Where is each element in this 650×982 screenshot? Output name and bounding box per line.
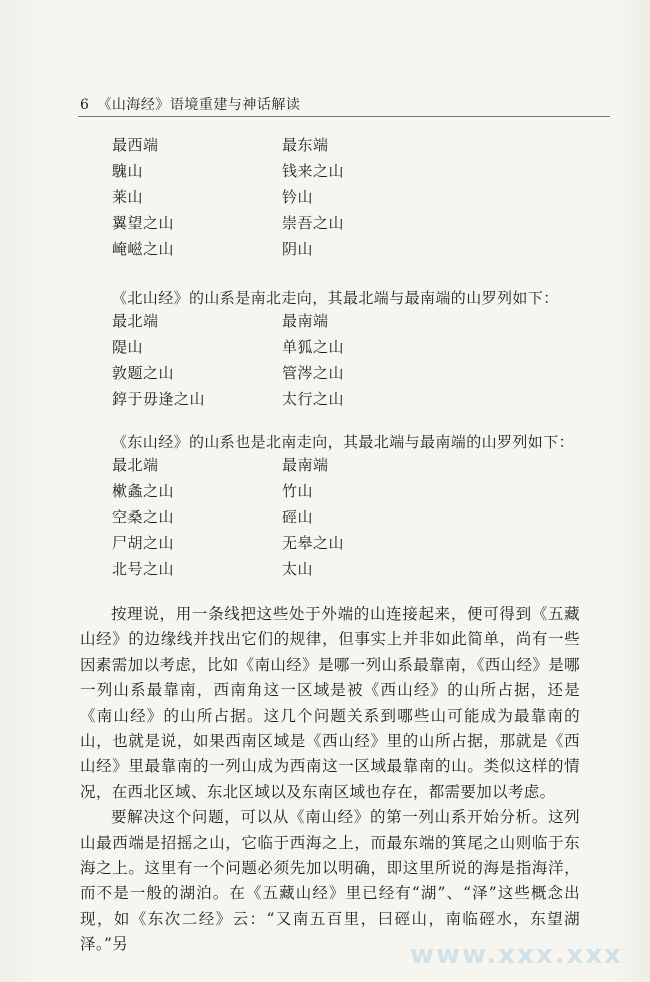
west-mountains-table: [112, 132, 592, 262]
east-intro: 《东山经》的山系也是北南走向，其最北端与最南端的山罗列如下：: [112, 433, 575, 451]
west-mountains-section: [112, 132, 592, 262]
mountain-name: 无皋之山: [282, 534, 345, 552]
mountain-name: 崦嵫之山: [112, 240, 175, 258]
mountain-name: 阴山: [282, 240, 314, 258]
mountain-name: 崇吾之山: [282, 214, 345, 232]
mountain-name: 翼望之山: [112, 214, 175, 232]
column-header: 最北端: [112, 312, 159, 330]
mountain-name: 騩山: [112, 162, 144, 180]
running-header: [80, 94, 610, 114]
east-mountains-table: [112, 452, 592, 582]
column-header: 最西端: [112, 136, 159, 154]
mountain-name: 樕螽之山: [112, 482, 175, 500]
north-mountains-section: [112, 308, 592, 412]
paragraph: 按理说，用一条线把这些处于外端的山连接起来，便可得到《五藏山经》的边缘线并找出它们的规律，但事实上并非如此简单，尚有一些因素需加以考虑，比如《南山经》是哪一列山系最靠南，《西山经》是哪一列山系最靠南，西南角这一区域是被《西山经》的山所占据，还是《南山经》的山所占据。这几个问题关系到哪些山可能成为最靠南的山，也就是说，如果西南区域是《西山经》里的山所占据，那就是《西山经》里最靠南的一列山成为西南这一区域最靠南的山。类似这样的情况，在西北区域、东北区域以及东南区域也存在，都需要加以考虑。: [80, 605, 580, 801]
column-header: 最东端: [282, 136, 329, 154]
column-header: 最南端: [282, 456, 329, 474]
north-intro: 《北山经》的山系是南北走向，其最北端与最南端的山罗列如下：: [112, 289, 559, 307]
paragraph: 要解决这个问题，可以从《南山经》的第一列山系开始分析。这列山最西端是招摇之山，它临于西海之上，而最东端的箕尾之山则临于东海之上。这里有一个问题必须先加以明确，即这里所说的海是指海洋，而不是一般的湖泊。在《五藏山经》里已经有“湖”、“泽”这些概念出现，如《东次二经》云：“又南五百里，曰硜山，南临硜水，东望湖泽。”另: [80, 808, 580, 954]
mountain-name: 钱来之山: [282, 162, 345, 180]
page-number: 6: [80, 97, 90, 113]
north-mountains-table: [112, 308, 592, 412]
mountain-name: 管涔之山: [282, 364, 345, 382]
mountain-name: 北号之山: [112, 560, 175, 578]
book-title: 《山海经》语境重建与神话解读: [97, 97, 301, 113]
mountain-name: 空桑之山: [112, 508, 175, 526]
column-header: 最南端: [282, 312, 329, 330]
mountain-name: 钤山: [282, 188, 314, 206]
mountain-name: 竹山: [282, 482, 314, 500]
east-mountains-section: [112, 452, 592, 582]
mountain-name: 莱山: [112, 188, 144, 206]
header-rule: [78, 116, 610, 117]
mountain-name: 隄山: [112, 338, 144, 356]
watermark: www.xxx.xxx: [410, 940, 623, 970]
mountain-name: 尸胡之山: [112, 534, 175, 552]
mountain-name: 单狐之山: [282, 338, 345, 356]
mountain-name: 太行之山: [282, 390, 345, 408]
mountain-name: 敦题之山: [112, 364, 175, 382]
mountain-name: 錞于毋逢之山: [112, 390, 206, 408]
mountain-name: 硜山: [282, 508, 314, 526]
body-text: [80, 602, 580, 958]
mountain-name: 太山: [282, 560, 314, 578]
column-header: 最北端: [112, 456, 159, 474]
